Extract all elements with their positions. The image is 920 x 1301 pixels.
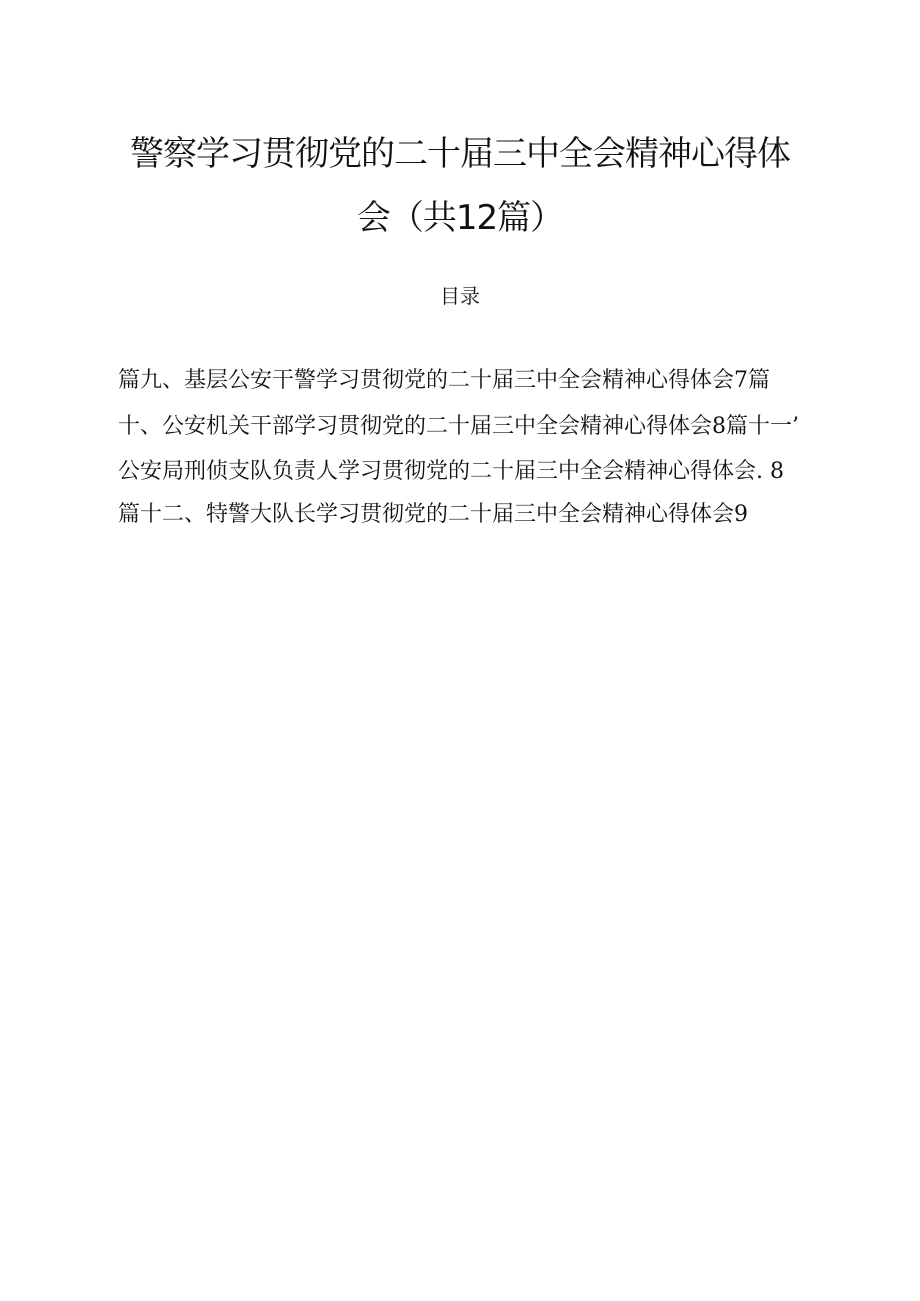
document-title-line-2: 会（共12篇） [356, 198, 564, 238]
document-title-line-1: 警察学习贯彻党的二十届三中全会精神心得体 [130, 134, 790, 174]
toc-line: 公安局刑侦支队负责人学习贯彻党的二十届三中全会精神心得体会. 8 [118, 459, 784, 484]
toc-line: 篇十二、特警大队长学习贯彻党的二十届三中全会精神心得体会9 [118, 502, 748, 527]
toc-heading: 目录 [440, 284, 480, 308]
toc-line: 十、公安机关干部学习贯彻党的二十届三中全会精神心得体会8篇十一’ [118, 414, 799, 439]
toc-line: 篇九、基层公安干警学习贯彻党的二十届三中全会精神心得体会7篇 [118, 368, 770, 393]
